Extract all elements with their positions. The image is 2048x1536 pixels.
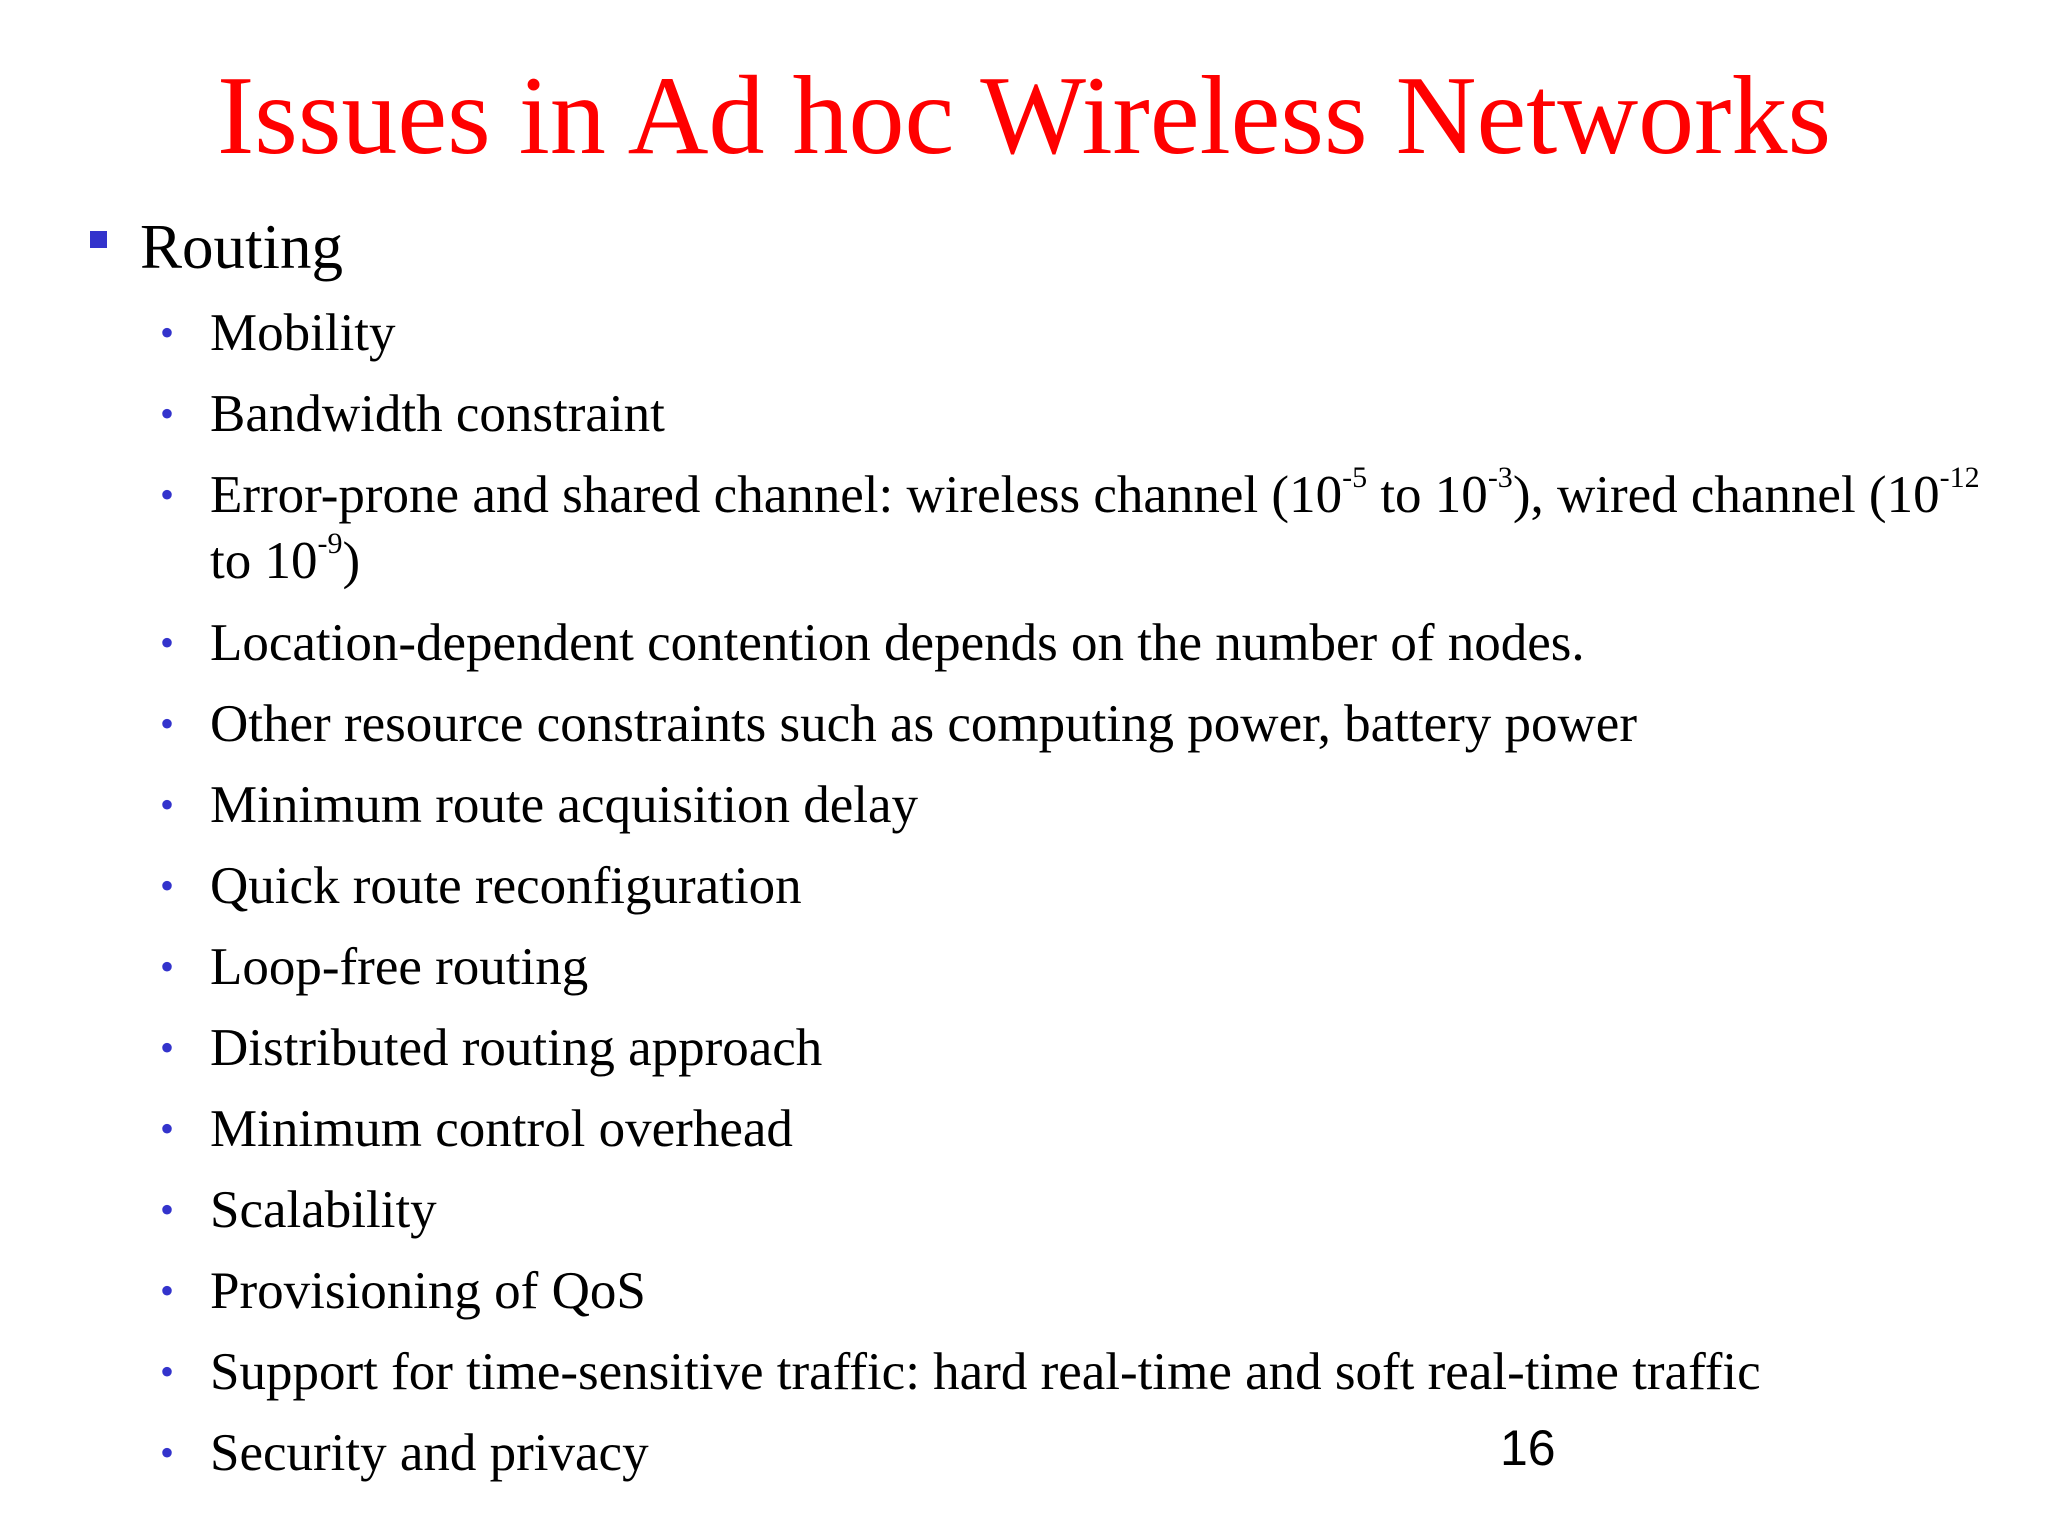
- sub-bullet-text: Scalability: [210, 1181, 437, 1239]
- dot-bullet-icon: •: [160, 391, 175, 436]
- sub-bullet-item: [160, 1096, 1980, 1162]
- dot-bullet-icon: •: [160, 701, 175, 746]
- sub-bullet-text: Other resource constraints such as computing power, battery power: [210, 695, 1637, 753]
- sub-bullet-item: [160, 691, 1980, 757]
- dot-bullet-icon: •: [160, 1187, 175, 1232]
- main-bullet-label: Routing: [140, 212, 344, 282]
- dot-bullet-icon: •: [160, 782, 175, 827]
- dot-bullet-icon: •: [160, 1430, 175, 1475]
- sub-bullet-item: [160, 1420, 1980, 1486]
- square-bullet-icon: [90, 231, 107, 248]
- sub-bullet-text: Location-dependent contention depends on the number of nodes.: [210, 614, 1585, 672]
- dot-bullet-icon: •: [160, 620, 175, 665]
- sub-bullet-text: Minimum route acquisition delay: [210, 776, 919, 834]
- sub-bullet-item: [160, 1015, 1980, 1081]
- sub-bullet-item: [160, 381, 1980, 447]
- exponent-superscript: -3: [1487, 461, 1513, 495]
- sub-bullet-item: [160, 853, 1980, 919]
- sub-bullet-text: Quick route reconfiguration: [210, 857, 802, 915]
- sub-bullet-item: [160, 1339, 1980, 1405]
- dot-bullet-icon: •: [160, 1349, 175, 1394]
- sub-bullet-text: [210, 462, 1980, 594]
- dot-bullet-icon: •: [160, 310, 175, 355]
- sub-bullet-text: Mobility: [210, 304, 396, 362]
- text-segment: ), wired channel (10: [1512, 466, 1940, 524]
- sub-bullet-item: [160, 610, 1980, 676]
- dot-bullet-icon: •: [160, 863, 175, 908]
- dot-bullet-icon: •: [160, 1025, 175, 1070]
- text-segment: to 10: [210, 532, 318, 590]
- sub-bullet-item: [160, 772, 1980, 838]
- exponent-superscript: -12: [1939, 461, 1980, 495]
- sub-bullet-text: Support for time-sensitive traffic: hard real-time and soft real-time traffic: [210, 1343, 1761, 1401]
- dot-bullet-icon: •: [160, 1268, 175, 1313]
- sub-bullet-text: Security and privacy: [210, 1424, 649, 1482]
- sub-bullet-item: [160, 300, 1980, 366]
- slide-title: Issues in Ad hoc Wireless Networks: [216, 54, 1832, 178]
- dot-bullet-icon: •: [160, 1106, 175, 1151]
- exponent-superscript: -5: [1342, 461, 1368, 495]
- sub-bullet-text: Provisioning of QoS: [210, 1262, 646, 1320]
- sub-bullet-text: Bandwidth constraint: [210, 385, 665, 443]
- sub-bullet-text: Minimum control overhead: [210, 1100, 793, 1158]
- sub-bullet-text: Loop-free routing: [210, 938, 589, 996]
- dot-bullet-icon: •: [160, 472, 175, 517]
- main-bullet-routing: [90, 212, 343, 282]
- exponent-superscript: -9: [317, 527, 343, 561]
- text-segment: to 10: [1367, 466, 1488, 524]
- sub-bullet-item: [160, 934, 1980, 1000]
- sub-bullet-item: [160, 462, 1980, 594]
- text-segment: Error-prone and shared channel: wireless channel (10: [210, 466, 1343, 524]
- sub-bullet-item: [160, 1177, 1980, 1243]
- page-number: 16: [1500, 1420, 1556, 1476]
- sub-bullet-text: Distributed routing approach: [210, 1019, 823, 1077]
- dot-bullet-icon: •: [160, 944, 175, 989]
- sub-bullet-item: [160, 1258, 1980, 1324]
- text-segment: ): [342, 532, 361, 590]
